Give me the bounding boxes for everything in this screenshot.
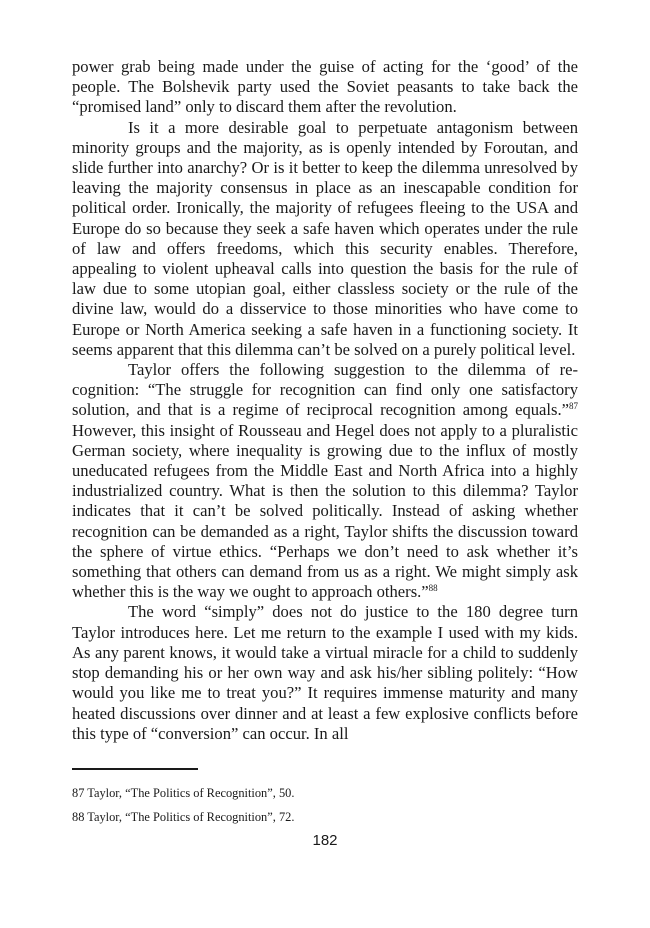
- paragraph-1: power grab being made under the guise of acting for the ‘good’ of the people. The Bolshevik party used the Soviet peasants to take back the “promised land” only to discard them after the revolution.: [72, 57, 578, 117]
- footnote-ref-88: 88: [428, 583, 438, 594]
- footnote-88: 88 Taylor, “The Politics of Recognition”, 72.: [72, 810, 295, 824]
- paragraph-4: The word “simply” does not do justice to the 180 degree turn Taylor introduces here. Let me return to the example I used with my kids. As any parent knows, it would take a virtual miracle for a child to suddenly stop demanding his or her own way and ask his/her sibling politely: “How would you like me to treat you?” It requires immense maturity and many heated discussions over dinner and at least a few explosive conflicts before this type of “conversion” can occur. In all: [72, 602, 578, 743]
- body-text: [72, 57, 578, 744]
- paragraph-3-part-a: Taylor offers the following suggestion to the dilemma of re-cognition: “The struggle for recognition can find only one satisfactory solution, and that is a regime of reciprocal recognition among equals.”: [72, 360, 578, 420]
- page-number: 182: [312, 832, 338, 849]
- footnote-ref-87: 87: [569, 401, 578, 412]
- paragraph-3: [72, 360, 578, 602]
- footnote-separator: [72, 768, 198, 770]
- paragraph-2: Is it a more desirable goal to perpetuate antagonism between minority groups and the majority, as is openly intended by Foroutan, and slide further into anarchy? Or is it better to keep the dilemma unresolved by leaving the majority consensus in place as an inescapable condition for political order. Ironically, the majority of refugees fleeing to the USA and Europe do so because they seek a safe haven which operates under the rule of law and offers freedoms, which this security enables. Therefore, appealing to violent upheaval calls into question the basis for the rule of law due to some utopian goal, either classless society or the rule of the divine law, would do a disservice to those minorities who have come to Europe or North America seeking a safe haven in a functioning society. It seems apparent that this dilemma can’t be solved on a purely political level.: [72, 117, 578, 359]
- footnote-87: 87 Taylor, “The Politics of Recognition”, 50.: [72, 786, 295, 800]
- paragraph-3-part-b: However, this insight of Rousseau and Hegel does not apply to a pluralistic German society, where inequality is growing due to the influx of mostly uneducated refugees from the Middle East and North Africa into a highly industrialized country. What is then the solution to this dilemma? Taylor indicates that it can’t be solved politically. Instead of asking whether recognition can be demanded as a right, Taylor shifts the discussion toward the sphere of virtue ethics. “Perhaps we don’t need to ask whether it’s something that others can demand from us as a right. We might simply ask whether this is the way we ought to approach others.”: [72, 420, 578, 602]
